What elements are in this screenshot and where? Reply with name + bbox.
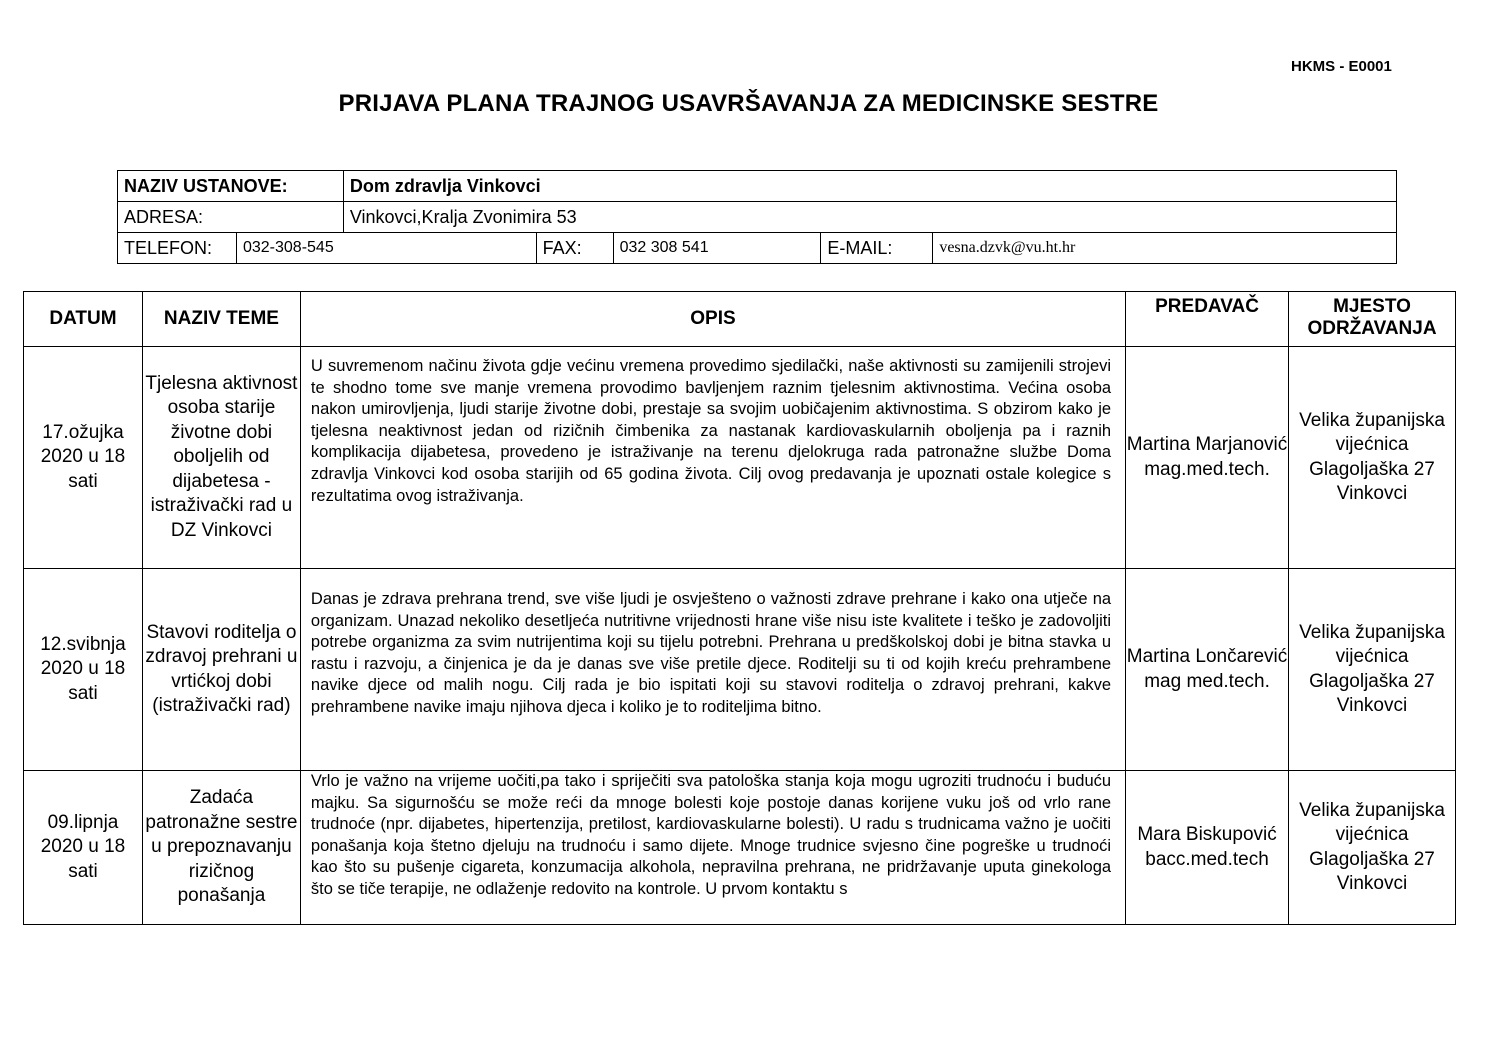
col-location-header: MJESTO ODRŽAVANJA	[1289, 292, 1456, 347]
table-row	[24, 771, 1456, 925]
row-location: Velika županijska vijećnica Glagoljaška 27 Vinkovci	[1289, 569, 1456, 771]
institution-name-label: NAZIV USTANOVE:	[118, 171, 344, 202]
row-location: Velika županijska vijećnica Glagoljaška 27 Vinkovci	[1289, 771, 1456, 925]
row-lecturer: Martina Lončarević mag med.tech.	[1126, 569, 1289, 771]
row-date: 17.ožujka 2020 u 18 sati	[24, 347, 143, 569]
form-code: HKMS - E0001	[1291, 58, 1392, 75]
fax-value: 032 308 541	[613, 233, 821, 264]
row-description: Danas je zdrava prehrana trend, sve više ljudi je osvješteno o važnosti zdrave prehrane i kako ona utječe na organizam. Unazad nekoliko desetljeća nutritivne vrijednosti hrane više nisu iste kvalitete i teško je zadovoljiti potrebe organizma za svim nutrijentima koji su tijelu potrebni. Prehrana u predškolskoj dobi je bitna stavka u rastu i razvoju, a činjenica je da je danas sve više pretile djece. Roditelji su ti od kojih kreću prehrambene navike djece od malih nogu. Cilj rada je bio ispitati koji su stavovi roditelja o zdravoj prehrani, kakve prehrambene navike imaju njihova djeca i koliko je to roditeljima bitno.	[300, 569, 1125, 771]
row-topic: Stavovi roditelja o zdravoj prehrani u vrtićkoj dobi (istraživački rad)	[142, 569, 300, 771]
row-topic: Tjelesna aktivnost osoba starije životne dobi oboljelih od dijabetesa - istraživački rad u DZ Vinkovci	[142, 347, 300, 569]
phone-label: TELEFON:	[118, 233, 237, 264]
institution-address-row	[118, 202, 1397, 233]
col-lecturer-header: PREDAVAČ	[1126, 292, 1289, 347]
phone-value: 032-308-545	[236, 233, 536, 264]
table-row	[24, 569, 1456, 771]
institution-name-row	[118, 171, 1397, 202]
col-description-header: OPIS	[300, 292, 1125, 347]
row-date: 12.svibnja 2020 u 18 sati	[24, 569, 143, 771]
page-title: PRIJAVA PLANA TRAJNOG USAVRŠAVANJA ZA MEDICINSKE SESTRE	[338, 90, 1159, 117]
institution-name-value: Dom zdravlja Vinkovci	[343, 171, 1396, 202]
institution-table	[117, 170, 1397, 264]
row-description-cell	[300, 771, 1125, 925]
fax-label: FAX:	[536, 233, 613, 264]
email-value: vesna.dzvk@vu.ht.hr	[933, 233, 1397, 264]
row-date: 09.lipnja 2020 u 18 sati	[24, 771, 143, 925]
col-topic-header: NAZIV TEME	[142, 292, 300, 347]
row-topic: Zadaća patronažne sestre u prepoznavanju rizičnog ponašanja	[142, 771, 300, 925]
row-description: U suvremenom načinu života gdje većinu vremena provedimo sjedilački, naše aktivnosti su zamijenili strojevi te shodno tome sve manje vremena provodimo bavljenjem raznim tjelesnim aktivnostima. Većina osoba nakon umirovljenja, ljudi starije životne dobi, prestaje sa svojim uobičajenim aktivnostima. S obzirom kako je tjelesna neaktivnost jedan od rizičnih čimbenika za nastanak kardiovaskularnih oboljenja pa i raznih komplikacija dijabetesa, provedeno je istraživanje na terenu djelokruga rada patronažne službe Doma zdravlja Vinkovci kod osoba starijih od 65 godina života. Cilj ovog predavanja je upoznati ostale kolegice s rezultatima ovog istraživanja.	[300, 347, 1125, 569]
row-location: Velika županijska vijećnica Glagoljaška 27 Vinkovci	[1289, 347, 1456, 569]
plan-header-row	[24, 292, 1456, 347]
row-lecturer: Mara Biskupović bacc.med.tech	[1126, 771, 1289, 925]
address-label: ADRESA:	[118, 202, 344, 233]
row-description: Vrlo je važno na vrijeme uočiti,pa tako i spriječiti sva patološka stanja koja mogu ugroziti trudnoću i buduću majku. Sa sigurnošću se može reći da mnoge bolesti koje postoje danas korijene vuku još od vrlo rane trudnoće (npr. dijabetes, hipertenzija, pretilost, kardiovaskularne bolesti). U radu s trudnicama važno je uočiti ponašanja koja štetno djeluju na trudnoću i samo dijete. Mnoge trudnice svjesno čine pogreške u trudnoći kao što su pušenje cigareta, konzumacija alkohola, nepravilna prehrana, ne pridržavanje uputa ginekologa što se tiče terapije, ne odlaženje redovito na kontrole. U prvom kontaktu s	[310, 772, 1112, 898]
col-date-header: DATUM	[24, 292, 143, 347]
address-value: Vinkovci,Kralja Zvonimira 53	[343, 202, 1396, 233]
institution-contact-row	[118, 233, 1397, 264]
table-row	[24, 347, 1456, 569]
row-lecturer: Martina Marjanović mag.med.tech.	[1126, 347, 1289, 569]
education-plan-table	[23, 291, 1456, 925]
email-label: E-MAIL:	[821, 233, 933, 264]
